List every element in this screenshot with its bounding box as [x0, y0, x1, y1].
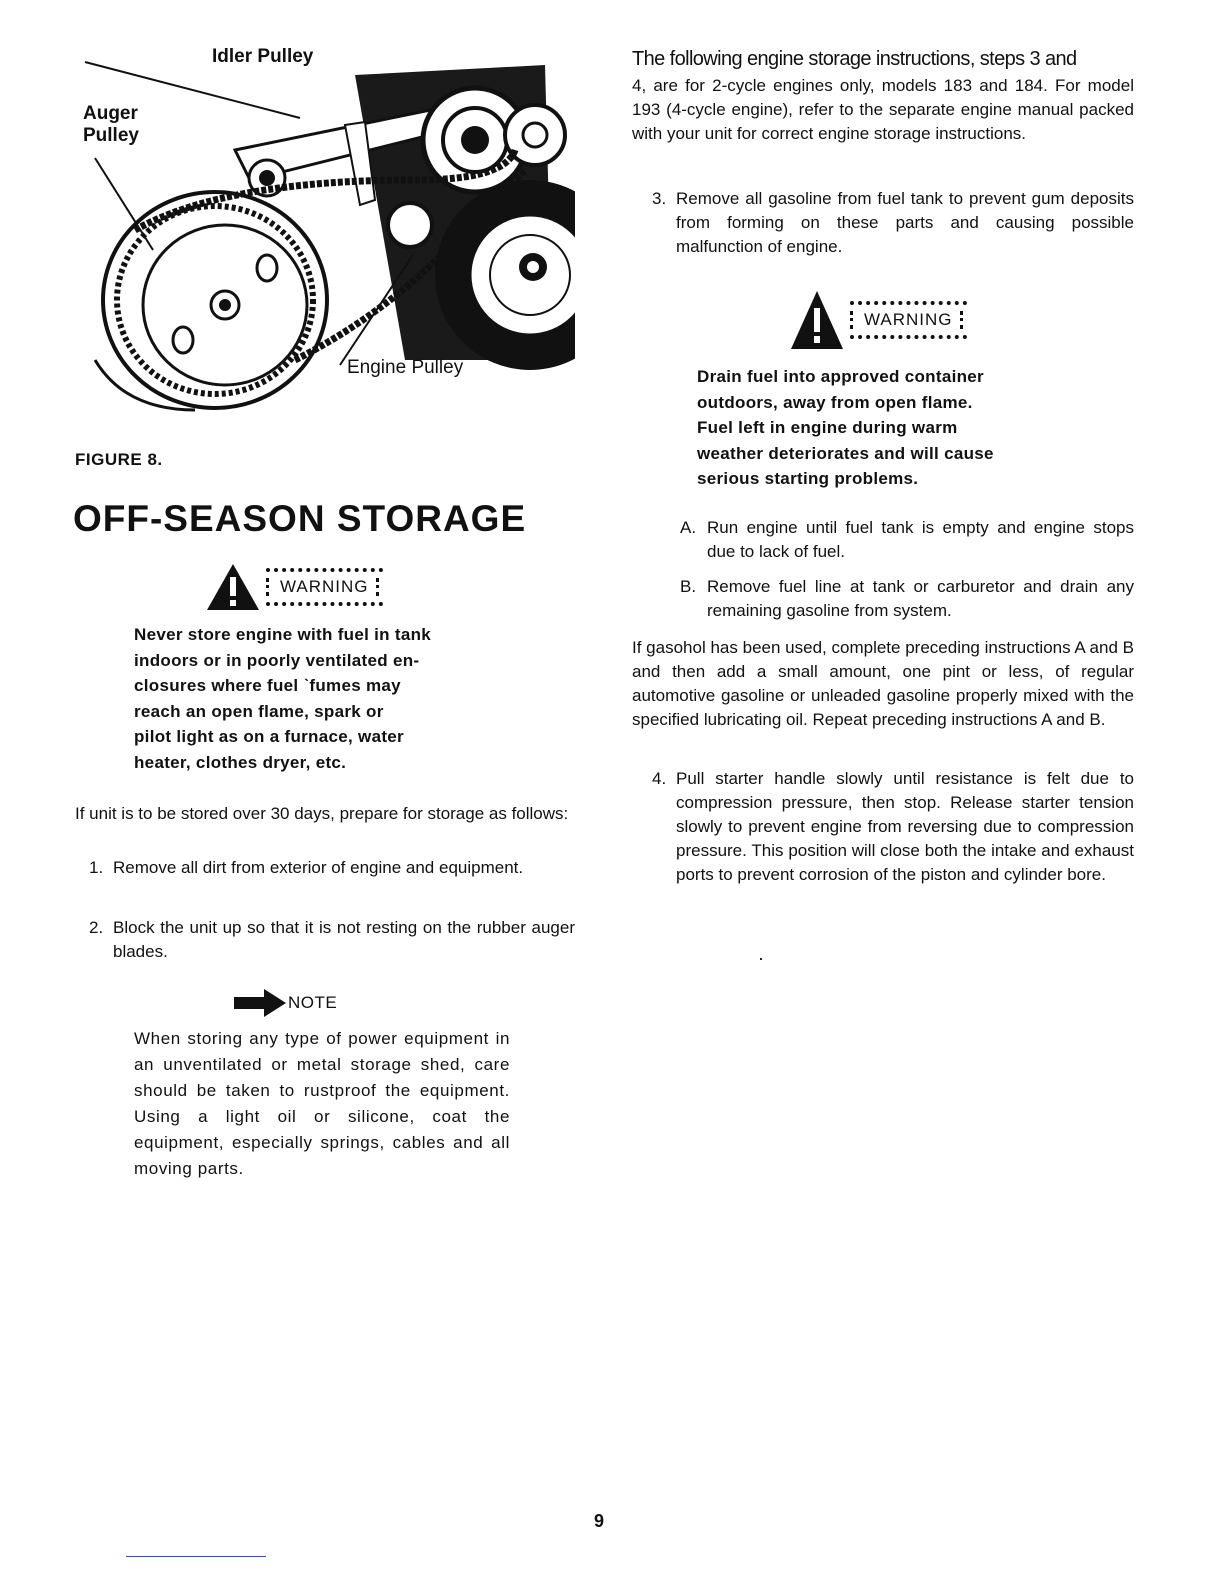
auger-pulley-label-line2: Pulley — [83, 125, 139, 146]
warning-line: Never store engine with fuel in tank — [134, 625, 432, 644]
pulley-figure — [75, 30, 575, 420]
warning-triangle-icon — [790, 290, 844, 350]
scan-speck — [760, 958, 762, 960]
gasohol-paragraph: If gasohol has been used, complete preceding instructions A and B and then add a small amount, one pint or less, of regular automotive gasoline or unleaded gasoline properly mixed with the specified lubricating oil. Repeat preceding instructions A and B. — [632, 638, 1134, 729]
engine-pulley-label: Engine Pulley — [347, 357, 464, 378]
substep-a — [680, 516, 1134, 564]
arrow-right-icon — [234, 988, 286, 1018]
step-text: Pull starter handle slowly until resistance is felt due to compression pressure, then stop. Release starter tension slowly to prevent engine from reversing due to compression pressure. This position will close both the intake and exhaust ports to prevent corrosion of the piston and cylinder bore. — [676, 769, 1134, 884]
step-text: Block the unit up so that it is not resting on the rubber auger blades. — [113, 918, 575, 961]
pulley-drawing — [75, 30, 575, 420]
substep-text: Remove fuel line at tank or carburetor and drain any remaining gasoline from system. — [707, 577, 1134, 620]
page-number: 9 — [594, 1511, 605, 1531]
step-4 — [652, 767, 1134, 887]
step-2 — [89, 916, 575, 964]
warning-line: serious starting problems. — [697, 469, 919, 488]
step-text: Remove all dirt from exterior of engine and equipment. — [113, 858, 524, 877]
warning-line: Fuel left in engine during warm — [697, 418, 958, 437]
substep-text: Run engine until fuel tank is empty and engine stops due to lack of fuel. — [707, 518, 1134, 561]
step-number: 1. — [89, 858, 104, 877]
step-number: 3. — [652, 189, 667, 208]
page-title: OFF-SEASON STORAGE — [73, 498, 527, 539]
warning-label: WARNING — [850, 301, 967, 339]
warning-line: pilot light as on a furnace, water — [134, 727, 404, 746]
step-number: 4. — [652, 769, 667, 788]
footer-rule — [126, 1556, 266, 1557]
warning-line: closures where fuel ˋfumes may — [134, 676, 401, 695]
note-badge — [234, 988, 337, 1018]
warning-line: outdoors, away from open flame. — [697, 392, 973, 412]
engine-storage-intro-heading: The following engine storage instructions, steps 3 and — [632, 48, 1077, 70]
storage-warning-text — [134, 622, 511, 775]
step-text: Remove all gasoline from fuel tank to prevent gum deposits from forming on these parts and causing possible malfunction of engine. — [676, 189, 1134, 256]
substep-letter: A. — [680, 518, 697, 537]
substep-b — [680, 575, 1134, 623]
warning-badge-left — [206, 563, 383, 611]
idler-pulley-label: Idler Pulley — [212, 46, 314, 67]
warning-line: reach an open flame, spark or — [134, 701, 384, 721]
engine-storage-intro: 4, are for 2-cycle engines only, models 183 and 184. For model 193 (4-cycle engine), refer to the separate engine manual packed with your unit for correct engine storage instructions. — [632, 76, 1134, 143]
warning-badge-right — [790, 290, 967, 350]
storage-intro: If unit is to be stored over 30 days, prepare for storage as follows: — [75, 804, 569, 823]
note-label: NOTE — [288, 993, 338, 1012]
auger-pulley-label-line1: Auger — [83, 103, 138, 124]
warning-line: weather deteriorates and will cause — [697, 443, 994, 463]
warning-line: indoors or in poorly ventilated en- — [134, 650, 420, 670]
warning-triangle-icon — [206, 563, 260, 611]
step-number: 2. — [89, 918, 104, 937]
substep-letter: B. — [680, 577, 697, 596]
warning-line: heater, clothes dryer, etc. — [134, 752, 347, 772]
step-1 — [89, 856, 575, 880]
step-3 — [652, 187, 1134, 259]
warning-line: Drain fuel into approved container — [697, 367, 984, 386]
figure-caption: FIGURE 8. — [75, 450, 163, 469]
warning-label: WARNING — [266, 568, 383, 606]
note-text: When storing any type of power equipment in an unventilated or metal storage shed, care should be taken to rustproof the equipment. Using a light oil or silicone, coat the equipment, especially springs, cables and all moving parts. — [134, 1029, 510, 1178]
fuel-warning-text — [697, 364, 1073, 492]
